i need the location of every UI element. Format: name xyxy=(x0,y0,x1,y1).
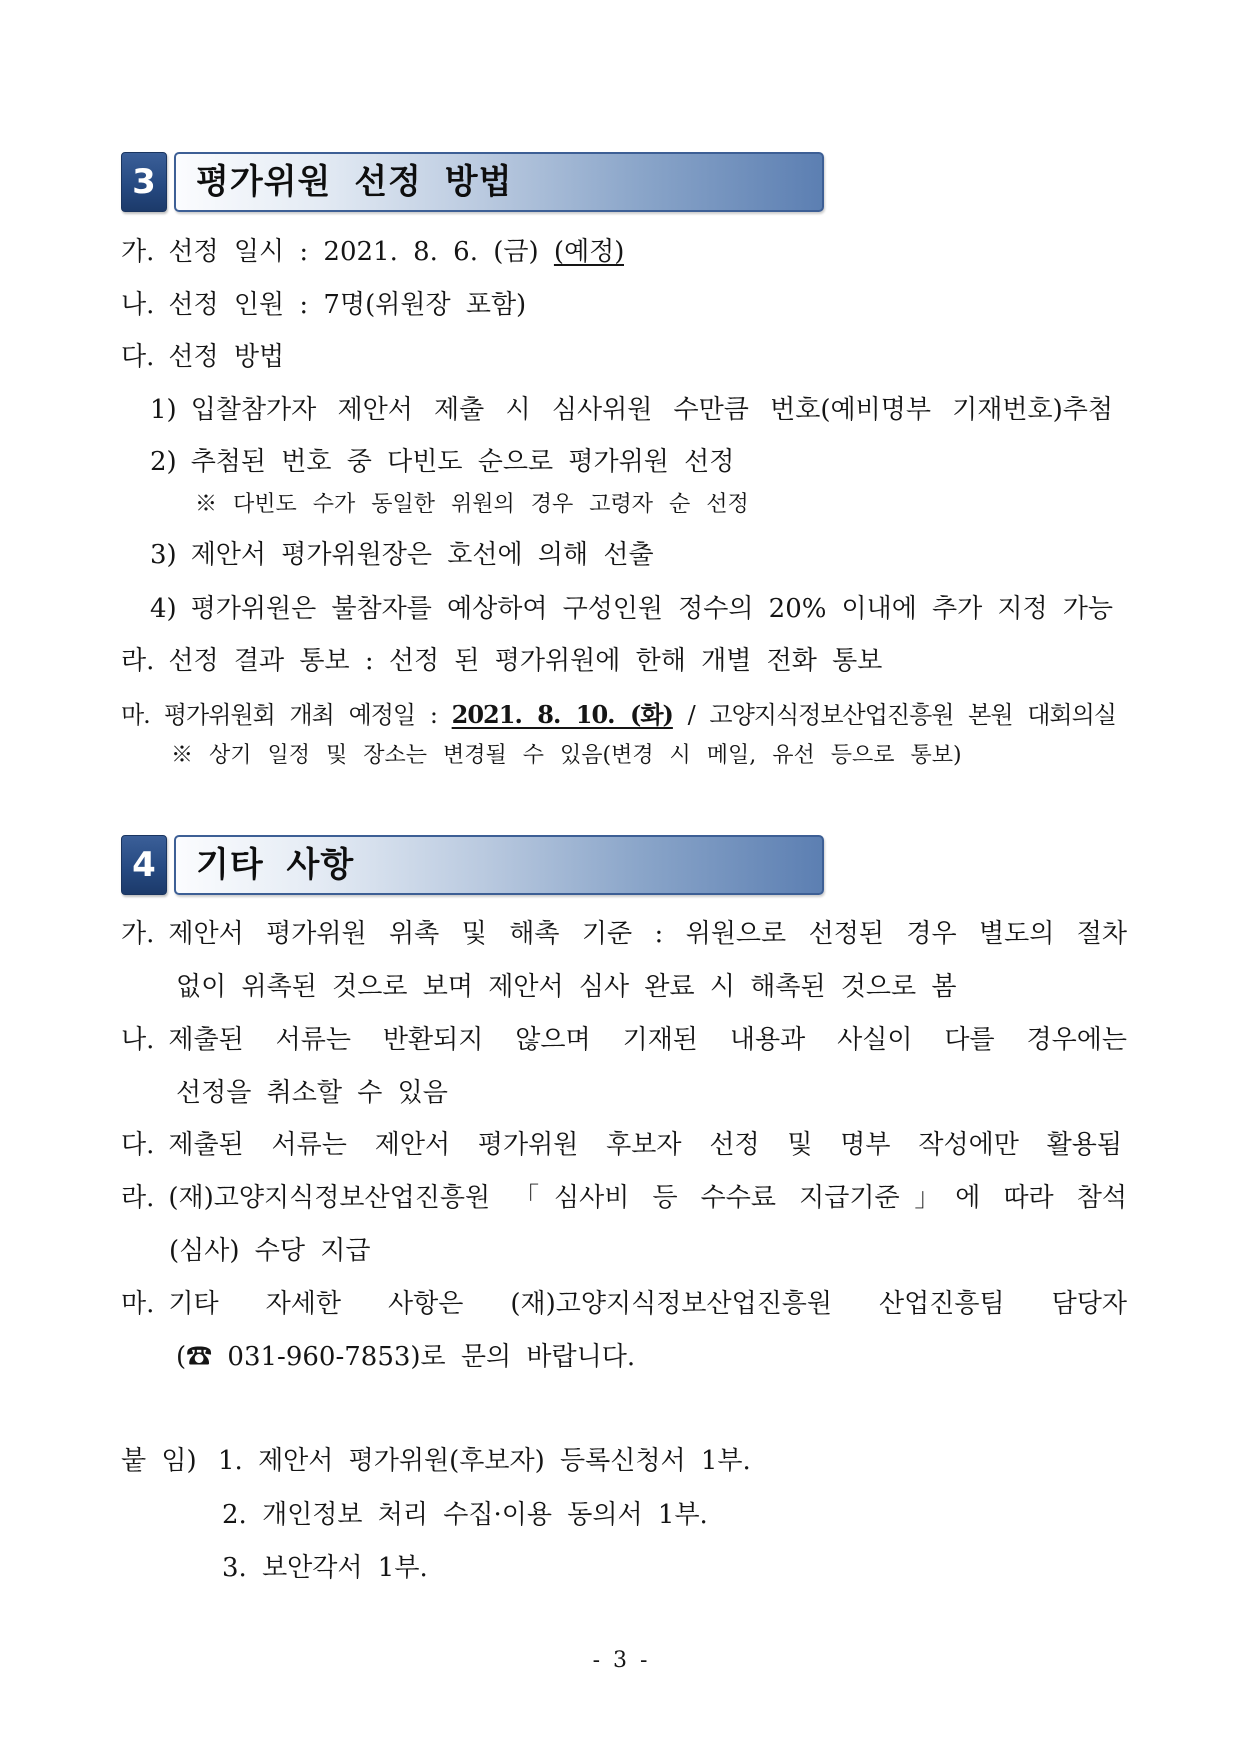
attachments-label: 붙 임) xyxy=(121,1446,197,1476)
section-3-header xyxy=(121,152,824,212)
step-text: 입찰참가자 제안서 제출 시 심사위원 수만큼 번호(예비명부 기재번호)추첨 xyxy=(190,395,1113,425)
selection-count-line xyxy=(121,287,526,323)
item-text: 제출된 서류는 반환되지 않으며 기재된 내용과 사실이 다를 경우에는 xyxy=(168,1025,1127,1055)
item-text: 선정 인원 : 7명(위원장 포함) xyxy=(168,290,527,320)
item-text: (재)고양지식정보산업진흥원 「심사비 등 수수료 지급기준」에 따라 참석 xyxy=(168,1183,1127,1213)
item-text: 평가위원회 개최 예정일 : xyxy=(163,701,452,729)
contact-line-1 xyxy=(121,1286,1127,1322)
appointment-criteria-line-1 xyxy=(121,916,1127,952)
allowance-line-1 xyxy=(121,1180,1127,1216)
item-marker: 가. xyxy=(121,919,155,949)
attachment-item-2: 2. 개인정보 처리 수집·이용 동의서 1부. xyxy=(222,1500,708,1530)
item-text: 선정 방법 xyxy=(168,342,285,372)
page-number: - 3 - xyxy=(592,1648,648,1673)
schedule-change-note: ※ 상기 일정 및 장소는 변경될 수 있음(변경 시 메일, 유선 등으로 통보) xyxy=(171,743,962,768)
section-title: 평가위원 선정 방법 xyxy=(196,162,513,202)
item-text: 선정 일시 : 2021. 8. 6. (금) xyxy=(168,237,554,267)
section-title: 기타 사항 xyxy=(196,845,355,885)
item-text: 선정 결과 통보 : 선정 된 평가위원에 한해 개별 전화 통보 xyxy=(168,646,883,676)
documents-return-line-2: 선정을 취소할 수 있음 xyxy=(176,1078,448,1108)
item-marker: 다. xyxy=(121,1130,155,1160)
item-marker: 나. xyxy=(121,290,155,320)
attachment-item-1: 1. 제안서 평가위원(후보자) 등록신청서 1부. xyxy=(218,1446,751,1476)
item-text: 제출된 서류는 제안서 평가위원 후보자 선정 및 명부 작성에만 활용됨 xyxy=(168,1130,1122,1160)
method-step-4 xyxy=(150,591,1113,627)
item-marker: 가. xyxy=(121,237,155,267)
selection-method-line xyxy=(121,339,284,375)
step-marker: 3) xyxy=(150,540,177,570)
item-marker: 마. xyxy=(121,701,150,729)
documents-return-line-1 xyxy=(121,1022,1127,1058)
item-text: 제안서 평가위원 위촉 및 해촉 기준 : 위원으로 선정된 경우 별도의 절차 xyxy=(168,919,1127,949)
section-4-header xyxy=(121,835,824,895)
selection-date-line xyxy=(121,234,624,270)
item-marker: 라. xyxy=(121,1183,155,1213)
item-marker: 마. xyxy=(121,1289,155,1319)
item-marker: 라. xyxy=(121,646,155,676)
step-marker: 4) xyxy=(150,594,177,624)
attachment-item-3: 3. 보안각서 1부. xyxy=(222,1553,428,1583)
tentative-label: (예정) xyxy=(553,237,625,267)
item-marker: 나. xyxy=(121,1025,155,1055)
committee-meeting-line xyxy=(121,697,1116,733)
item-marker: 다. xyxy=(121,342,155,372)
item-text: 기타 자세한 사항은 (재)고양지식정보산업진흥원 산업진흥팀 담당자 xyxy=(168,1289,1127,1319)
appointment-criteria-line-2: 없이 위촉된 것으로 보며 제안서 심사 완료 시 해촉된 것으로 봄 xyxy=(176,972,957,1002)
step-marker: 1) xyxy=(150,395,177,425)
step-text: 추첨된 번호 중 다빈도 순으로 평가위원 선정 xyxy=(190,447,735,477)
section-title-box xyxy=(174,152,824,212)
meeting-date: 2021. 8. 10. (화) xyxy=(451,700,673,729)
step-text: 평가위원은 불참자를 예상하여 구성인원 정수의 20% 이내에 추가 지정 가능 xyxy=(190,594,1113,624)
section-number-badge: 3 xyxy=(121,152,167,212)
step-marker: 2) xyxy=(150,447,177,477)
meeting-location: / 고양지식정보산업진흥원 본원 대회의실 xyxy=(672,701,1116,729)
allowance-line-2: (심사) 수당 지급 xyxy=(169,1236,371,1266)
step-text: 제안서 평가위원장은 호선에 의해 선출 xyxy=(190,540,654,570)
method-step-1 xyxy=(150,392,1113,428)
method-step-3 xyxy=(150,537,654,573)
method-step-2-note: ※ 다빈도 수가 동일한 위원의 경우 고령자 순 선정 xyxy=(195,492,749,517)
contact-line-2: (☎ 031-960-7853)로 문의 바랍니다. xyxy=(176,1342,636,1372)
section-title-box xyxy=(174,835,824,895)
result-notice-line xyxy=(121,643,882,679)
method-step-2 xyxy=(150,444,734,480)
documents-usage-line xyxy=(121,1127,1122,1163)
section-number-badge: 4 xyxy=(121,835,167,895)
